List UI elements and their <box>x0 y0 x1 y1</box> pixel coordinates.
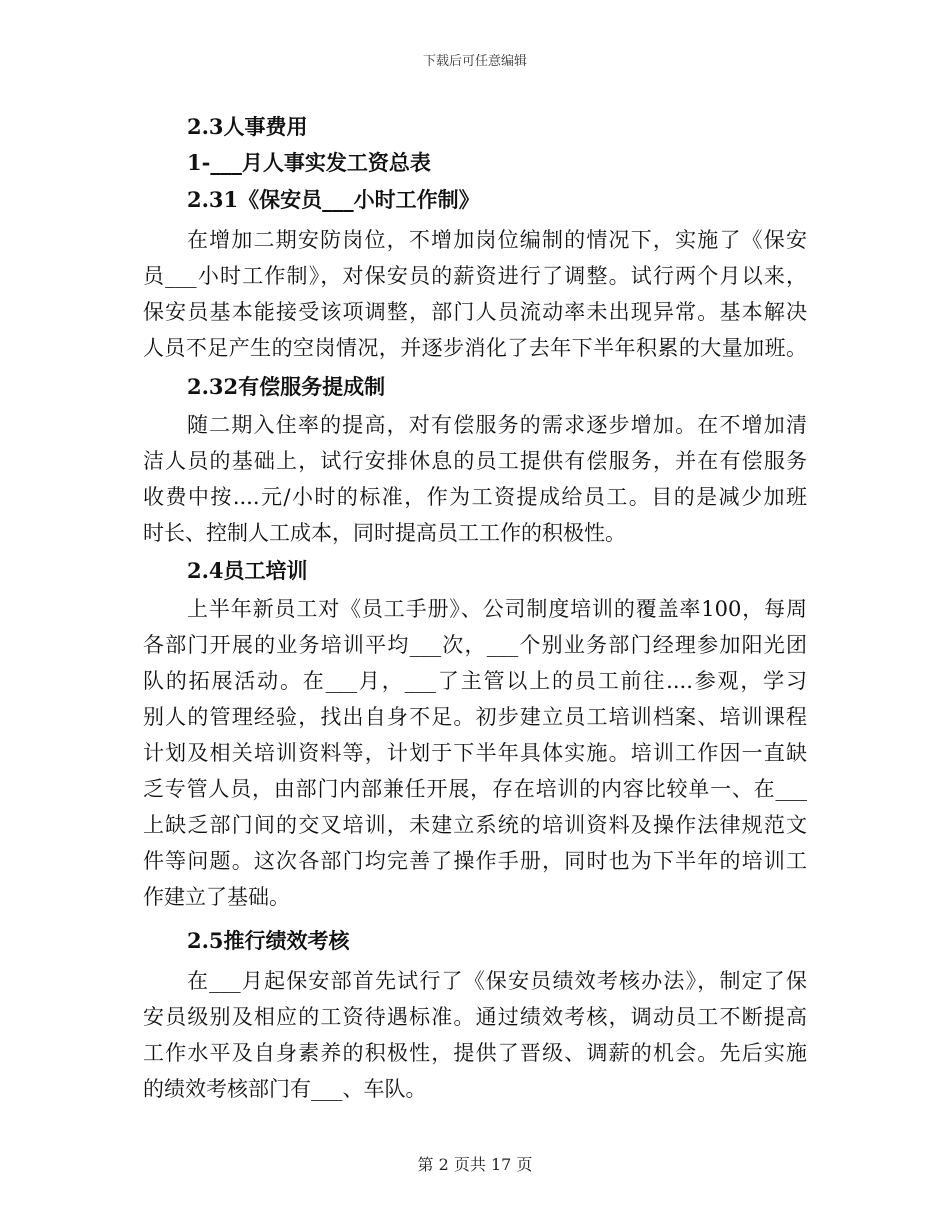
paragraph-line: 收费中按....元/小时的标准，作为工资提成给员工。目的是减少加班 <box>143 485 807 509</box>
paragraph-line: 各部门开展的业务培训平均___次，___个别业务部门经理参加阳光团 <box>143 633 807 657</box>
section-heading: 2.31《保安员___小时工作制》 <box>187 187 480 212</box>
page-header-note: 下载后可任意编辑 <box>422 54 527 69</box>
paragraph-line: 在增加二期安防岗位，不增加岗位编制的情况下，实施了《保安 <box>187 228 807 252</box>
section-heading: 1-___月人事实发工资总表 <box>187 150 431 175</box>
paragraph-line: 别人的管理经验，找出自身不足。初步建立员工培训档案、培训课程 <box>143 705 807 729</box>
paragraph-line: 件等问题。这次各部门均完善了操作手册，同时也为下半年的培训工 <box>143 849 807 873</box>
paragraph-line: 时长、控制人工成本，同时提高员工工作的积极性。 <box>143 521 626 545</box>
section-heading: 2.3人事费用 <box>187 114 308 139</box>
paragraph-line: 人员不足产生的空岗情况，并逐步消化了去年下半年积累的大量加班。 <box>143 336 807 360</box>
paragraph-line: 员___小时工作制》，对保安员的薪资进行了调整。试行两个月以来， <box>143 264 807 288</box>
paragraph-line: 洁人员的基础上，试行安排休息的员工提供有偿服务，并在有偿服务 <box>143 449 807 473</box>
paragraph-line: 的绩效考核部门有___、车队。 <box>143 1077 427 1101</box>
paragraph-line: 随二期入住率的提高，对有偿服务的需求逐步增加。在不增加清 <box>187 413 807 437</box>
paragraph-line: 保安员基本能接受该项调整，部门人员流动率未出现异常。基本解决 <box>143 300 807 324</box>
paragraph-line: 在___月起保安部首先试行了《保安员绩效考核办法》，制定了保 <box>187 969 807 993</box>
paragraph-line: 计划及相关培训资料等，计划于下半年具体实施。培训工作因一直缺 <box>143 741 807 765</box>
section-heading: 2.5推行绩效考核 <box>187 928 350 953</box>
paragraph-line: 上缺乏部门间的交叉培训，未建立系统的培训资料及操作法律规范文 <box>143 813 807 837</box>
paragraph-line: 乏专管人员，由部门内部兼任开展，存在培训的内容比较单一、在___ <box>143 777 807 801</box>
paragraph-line: 上半年新员工对《员工手册》、公司制度培训的覆盖率100，每周 <box>187 597 807 621</box>
section-heading: 2.32有偿服务提成制 <box>187 374 386 399</box>
paragraph-line: 安员级别及相应的工资待遇标准。通过绩效考核，调动员工不断提高 <box>143 1005 807 1029</box>
page-number: 第 2 页共 17 页 <box>417 1155 533 1174</box>
paragraph-line: 工作水平及自身素养的积极性，提供了晋级、调薪的机会。先后实施 <box>143 1041 807 1065</box>
paragraph-line: 队的拓展活动。在___月，___了主管以上的员工前往....参观，学习 <box>143 669 807 693</box>
section-heading: 2.4员工培训 <box>187 558 308 583</box>
paragraph-line: 作建立了基础。 <box>143 885 290 909</box>
